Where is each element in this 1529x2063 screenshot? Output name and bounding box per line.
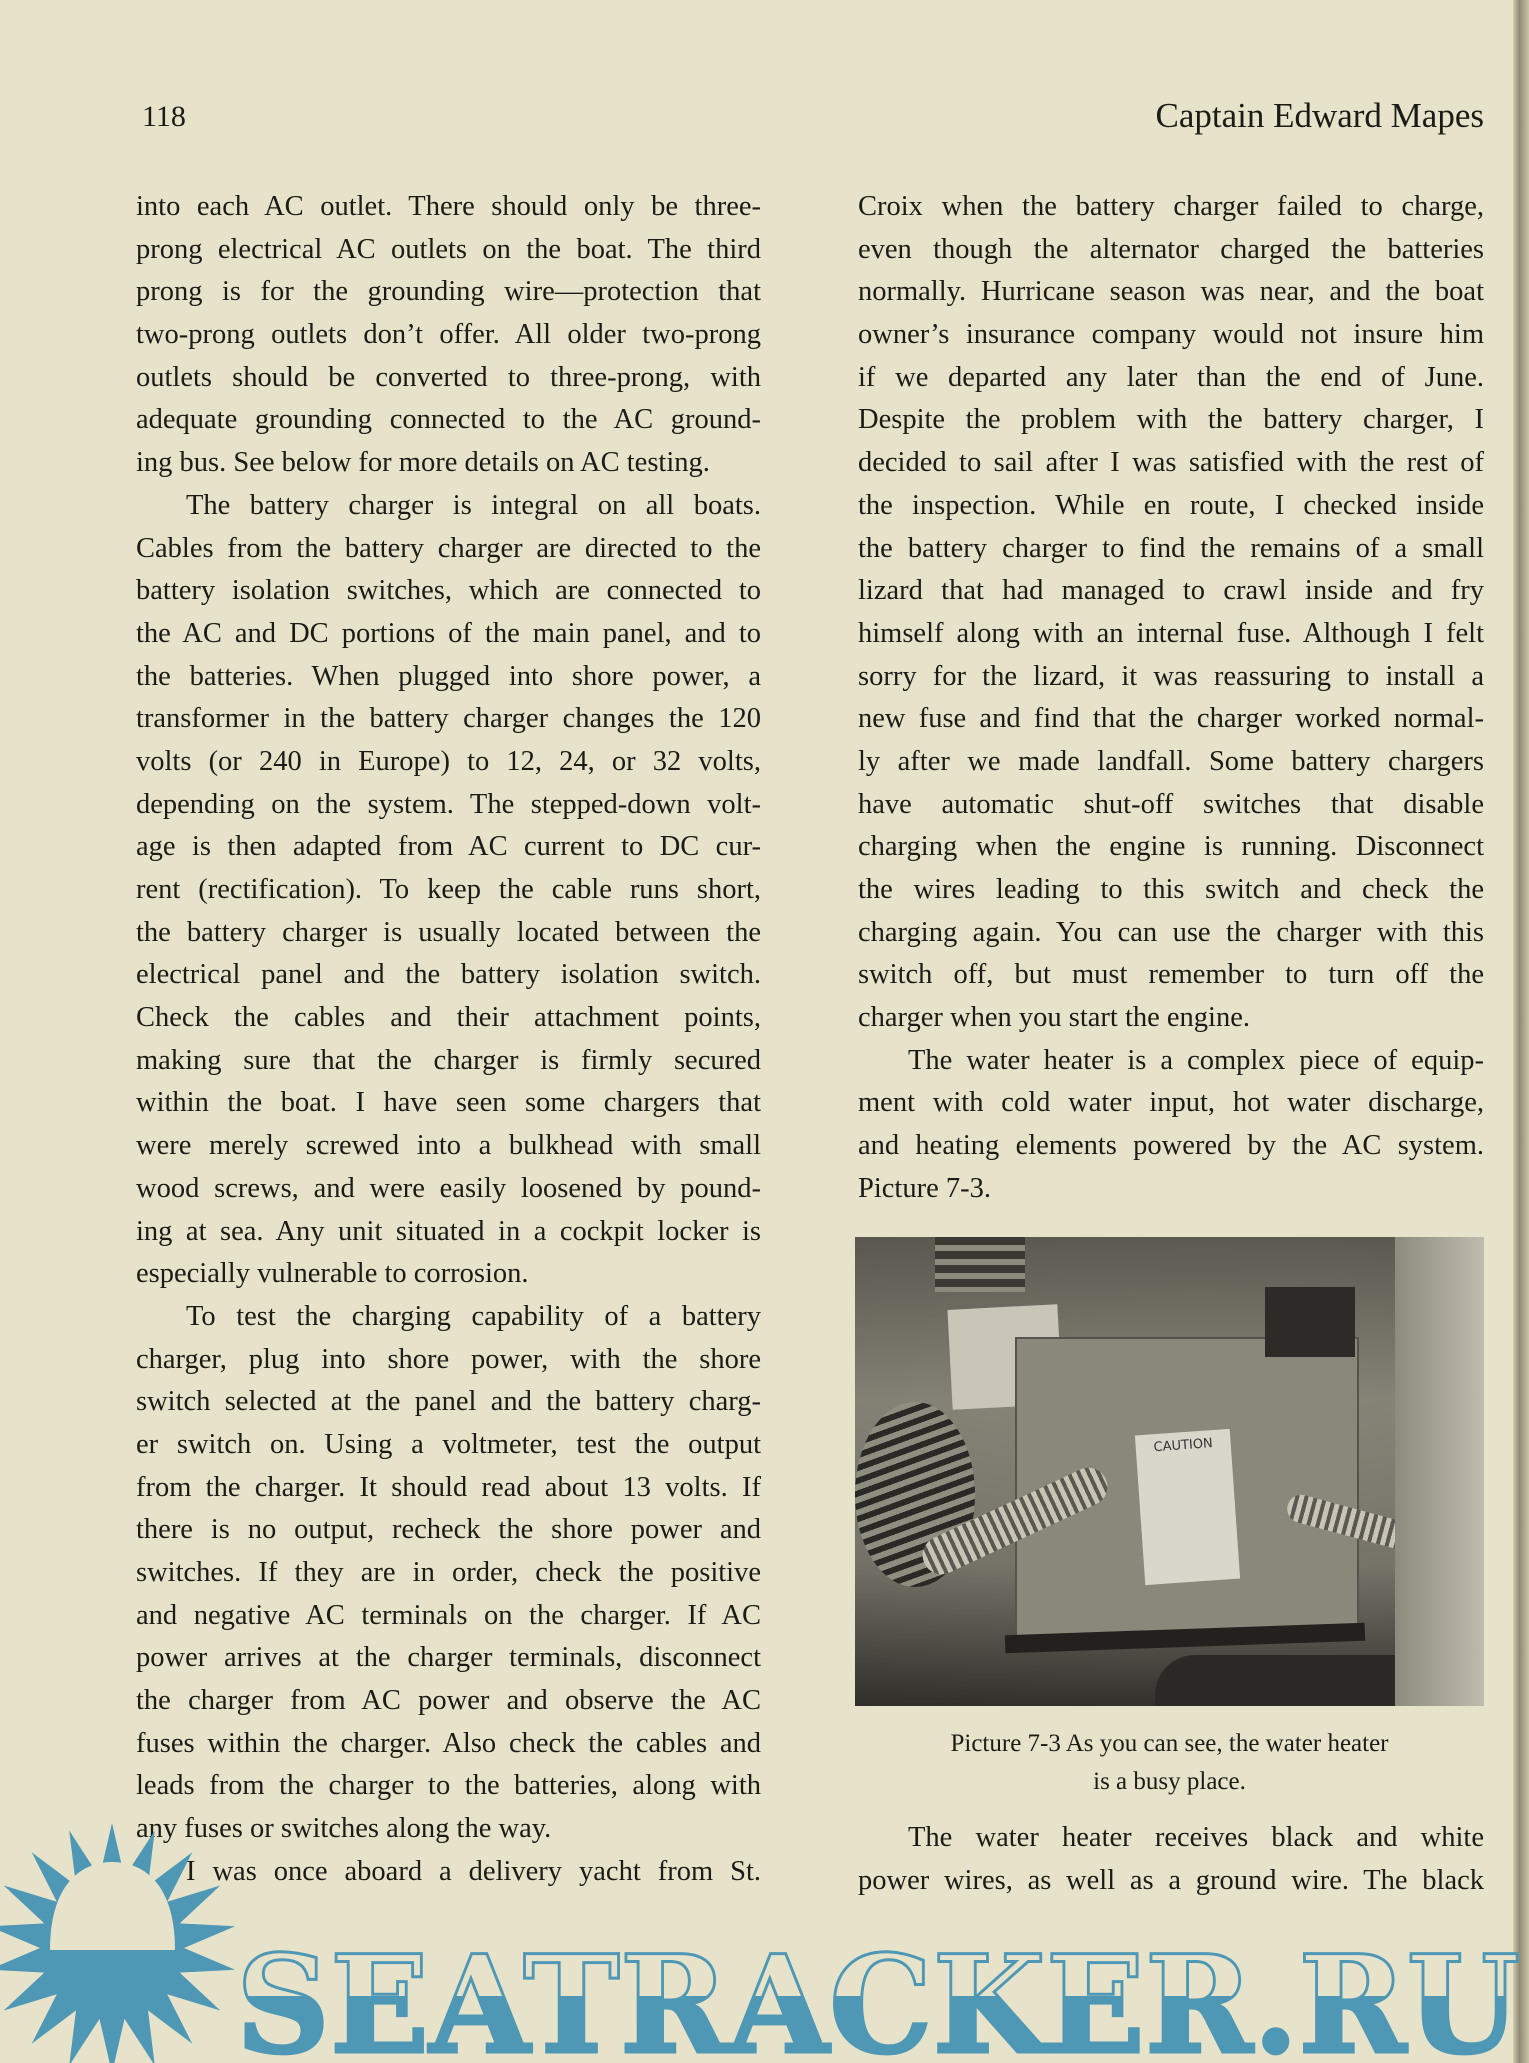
running-head: Captain Edward Mapes	[1155, 96, 1484, 135]
text-line: there is no output, recheck the shore power and	[136, 1514, 761, 1546]
text-line: the battery charger is usually located between the	[136, 916, 761, 948]
caution-label: CAUTION	[1135, 1429, 1240, 1585]
page-number: 118	[142, 100, 186, 133]
text-line: from the charger. It should read about 13 volts. If	[136, 1471, 761, 1503]
text-line: making sure that the charger is firmly secured	[136, 1044, 761, 1076]
text-line: Picture 7-3.	[858, 1172, 991, 1204]
text-line: The water heater receives black and white	[908, 1822, 1484, 1853]
text-line: The battery charger is integral on all boats.	[186, 489, 761, 521]
text-line: and heating elements powered by the AC system.	[858, 1130, 1484, 1162]
text-line: charging again. You can use the charger with this	[858, 916, 1484, 948]
text-line: the AC and DC portions of the main panel, and to	[136, 617, 761, 649]
text-line: the batteries. When plugged into shore power, a	[136, 660, 761, 692]
text-line: two-prong outlets don’t offer. All older two-prong	[136, 319, 761, 351]
text-line: ment with cold water input, hot water discharge,	[858, 1087, 1484, 1119]
text-line: decided to sail after I was satisfied with the rest of	[858, 447, 1484, 479]
text-line: sorry for the lizard, it was reassuring to install a	[858, 660, 1484, 692]
text-line: charging when the engine is running. Disconnect	[858, 831, 1484, 863]
caption-line: Picture 7-3 As you can see, the water heater	[950, 1730, 1389, 1757]
text-line: Cables from the battery charger are directed to the	[136, 532, 761, 564]
text-line: leads from the charger to the batteries, along with	[136, 1770, 761, 1802]
text-line: if we departed any later than the end of June.	[858, 361, 1484, 393]
text-line: especially vulnerable to corrosion.	[136, 1258, 529, 1290]
text-line: any fuses or switches along the way.	[136, 1813, 552, 1845]
text-line: owner’s insurance company would not insure him	[858, 319, 1484, 351]
text-line: lizard that had managed to crawl inside and fry	[858, 575, 1484, 607]
text-line: charger when you start the engine.	[858, 1002, 1251, 1034]
text-line: fuses within the charger. Also check the cables and	[136, 1727, 761, 1759]
text-line: ing at sea. Any unit situated in a cockpit locker is	[136, 1215, 761, 1247]
figure-caption	[855, 1725, 1484, 1801]
text-line: transformer in the battery charger changes the 120	[136, 703, 761, 735]
text-line: volts (or 240 in Europe) to 12, 24, or 32 volts,	[136, 745, 761, 777]
text-line: power wires, as well as a ground wire. The black	[858, 1864, 1484, 1896]
text-line: wood screws, and were easily loosened by pound-	[136, 1172, 761, 1204]
text-line: er switch on. Using a voltmeter, test the output	[136, 1428, 761, 1460]
text-line: the wires leading to this switch and check the	[858, 874, 1484, 905]
text-line: the inspection. While en route, I checked inside	[858, 489, 1484, 521]
text-line: and negative AC terminals on the charger. If AC	[136, 1599, 761, 1631]
text-line: ly after we made landfall. Some battery chargers	[858, 745, 1484, 777]
text-line: switch off, but must remember to turn off the	[858, 959, 1484, 991]
text-line: I was once aboard a delivery yacht from St.	[186, 1855, 761, 1887]
text-line: within the boat. I have seen some chargers that	[136, 1087, 761, 1119]
text-line: the battery charger to find the remains of a small	[858, 532, 1484, 564]
right-column	[858, 186, 1484, 1211]
text-line: depending on the system. The stepped-down volt-	[136, 788, 761, 820]
water-heater-photo	[855, 1237, 1484, 1706]
text-line: prong electrical AC outlets on the boat. The third	[136, 233, 761, 265]
text-line: himself along with an internal fuse. Although I felt	[858, 617, 1484, 649]
text-line: were merely screwed into a bulkhead with small	[136, 1130, 761, 1162]
text-line: ing bus. See below for more details on AC testing.	[136, 447, 710, 479]
text-line: electrical panel and the battery isolation switch.	[136, 959, 761, 991]
text-line: The water heater is a complex piece of equip-	[908, 1044, 1484, 1076]
text-line: Croix when the battery charger failed to charge,	[858, 191, 1484, 222]
text-line: switch selected at the panel and the battery charg-	[136, 1386, 761, 1418]
watermark-text: SEATRACKER.RU	[236, 1925, 1520, 2063]
sun-dome-icon	[50, 1862, 175, 1950]
text-line: the charger from AC power and observe the AC	[136, 1685, 761, 1717]
text-line: even though the alternator charged the batteries	[858, 233, 1484, 265]
text-line: Despite the problem with the battery charger, I	[858, 404, 1484, 436]
text-line: outlets should be converted to three-prong, with	[136, 361, 761, 393]
text-line: To test the charging capability of a battery	[186, 1300, 761, 1332]
page-edge-shadow	[1513, 0, 1529, 2063]
left-column	[136, 186, 761, 1894]
text-line: into each AC outlet. There should only be three-	[136, 191, 761, 222]
text-line: prong is for the grounding wire—protection that	[136, 276, 761, 308]
text-line: power arrives at the charger terminals, disconnect	[136, 1642, 761, 1674]
text-line: battery isolation switches, which are connected to	[136, 575, 761, 607]
text-line: age is then adapted from AC current to DC cur-	[136, 831, 761, 863]
text-line: charger, plug into shore power, with the shore	[136, 1343, 761, 1375]
seatracker-watermark-logo	[0, 1820, 1529, 2063]
text-line: new fuse and find that the charger worked normal-	[858, 703, 1484, 735]
text-line: have automatic shut-off switches that disable	[858, 788, 1484, 820]
text-line: rent (rectification). To keep the cable runs short,	[136, 874, 761, 905]
text-line: adequate grounding connected to the AC ground-	[136, 404, 761, 436]
text-line: Check the cables and their attachment points,	[136, 1002, 761, 1034]
caption-line: is a busy place.	[1093, 1768, 1246, 1795]
text-line: switches. If they are in order, check the positive	[136, 1557, 761, 1588]
text-line: normally. Hurricane season was near, and the boat	[858, 276, 1484, 308]
